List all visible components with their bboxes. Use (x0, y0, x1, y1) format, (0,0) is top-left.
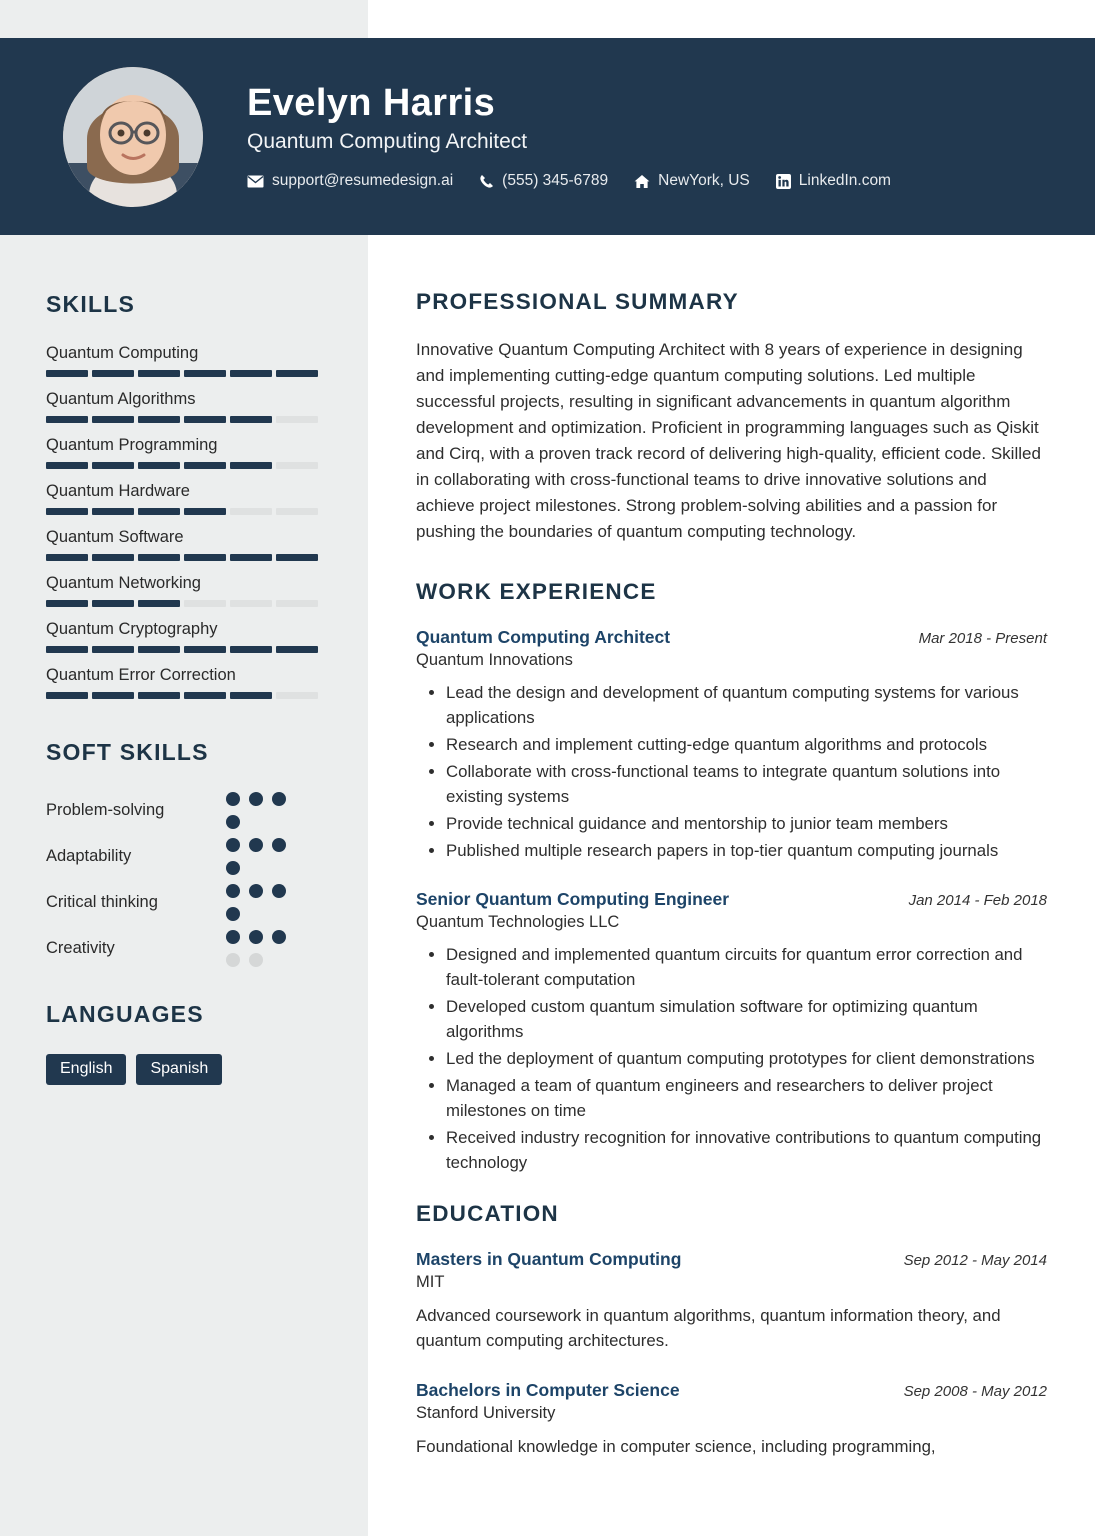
work-entry-title: Quantum Computing Architect (416, 627, 671, 647)
work-title: WORK EXPERIENCE (416, 579, 657, 604)
education-entry-title: Masters in Quantum Computing (416, 1249, 682, 1270)
education-entry-title: Bachelors in Computer Science (416, 1379, 680, 1400)
skill-item (46, 620, 318, 653)
list-item: • Managed a team of quantum engineers and researchers to deliver project milestones on time (446, 1073, 1047, 1123)
skill-label: Quantum Cryptography (46, 620, 218, 638)
skill-label: Quantum Networking (46, 574, 201, 592)
skill-bar-segment (230, 462, 272, 469)
work-entry-title: Senior Quantum Computing Engineer (416, 889, 730, 910)
entry-header (416, 1249, 1047, 1270)
rating-dot (249, 930, 263, 944)
home-icon (634, 174, 650, 189)
soft-skill-rating (226, 838, 300, 875)
skill-bar-segment (92, 508, 134, 515)
skill-bar-segment (138, 554, 180, 561)
skill-bar-segment (138, 462, 180, 469)
skill-bar-segment (46, 508, 88, 515)
rating-dot (226, 792, 240, 806)
work-entry-organization: Quantum Innovations (416, 651, 573, 669)
skill-bar-segment (276, 462, 318, 469)
work-entry-bullets (416, 680, 1047, 863)
languages-title: LANGUAGES (46, 1001, 204, 1027)
education-entry-institution: MIT (416, 1273, 445, 1292)
list-item: • Designed and implemented quantum circuits for quantum error correction and fault-tolerant computation (446, 942, 1047, 992)
soft-skill-label: Creativity (46, 939, 115, 957)
skill-item (46, 436, 318, 469)
skill-bar-segment (46, 600, 88, 607)
skill-bar-segment (276, 416, 318, 423)
skill-bar-segment (46, 692, 88, 699)
contact-phone-text: (555) 345-6789 (502, 172, 609, 190)
skill-label: Quantum Programming (46, 436, 218, 454)
skill-bar-segment (92, 462, 134, 469)
skill-item (46, 574, 318, 607)
skill-bar-segment (230, 646, 272, 653)
skill-item (46, 482, 318, 515)
languages-section (46, 1001, 318, 1085)
rating-dot (226, 884, 240, 898)
contact-phone[interactable] (479, 172, 608, 190)
rating-dot (226, 861, 240, 875)
list-item: • Led the deployment of quantum computing prototypes for client demonstrations (446, 1046, 1047, 1071)
entry-header (416, 889, 1047, 910)
rating-dot (226, 815, 240, 829)
soft-skill-item (46, 838, 318, 875)
education-entry-description: Foundational knowledge in computer science, including programming, (416, 1436, 936, 1456)
skill-bar-segment (230, 600, 272, 607)
skill-bar-segment (46, 370, 88, 377)
skill-bar-segment (92, 554, 134, 561)
skill-bar-segment (184, 370, 226, 377)
skill-item (46, 390, 318, 423)
job-title: Quantum Computing Architect (247, 130, 528, 154)
skill-bar-segment (184, 692, 226, 699)
rating-dot (226, 930, 240, 944)
list-item: • Developed custom quantum simulation software for optimizing quantum algorithms (446, 994, 1047, 1044)
sidebar (0, 235, 368, 1159)
rating-dot (249, 953, 263, 967)
skill-bar-segment (184, 462, 226, 469)
work-entry-organization: Quantum Technologies LLC (416, 913, 620, 932)
skill-label: Quantum Hardware (46, 482, 190, 500)
skill-item (46, 528, 318, 561)
skill-bar-segment (276, 646, 318, 653)
rating-dot (226, 838, 240, 852)
soft-skill-label: Adaptability (46, 847, 132, 865)
skill-label: Quantum Error Correction (46, 666, 236, 684)
education-entry-institution: Stanford University (416, 1403, 556, 1422)
skill-level-bar (46, 692, 318, 699)
rating-dot (272, 930, 286, 944)
skill-bar-segment (92, 646, 134, 653)
education-entry-description: Advanced coursework in quantum algorithms, quantum information theory, and quantum computing architectures. (416, 1306, 1001, 1351)
contact-location[interactable] (634, 172, 750, 190)
rating-dot (226, 907, 240, 921)
skill-bar-segment (138, 600, 180, 607)
rating-dot (249, 792, 263, 806)
work-entry (416, 627, 1047, 863)
skill-bar-segment (276, 508, 318, 515)
soft-skill-rating (226, 930, 300, 967)
skill-bar-segment (92, 416, 134, 423)
rating-dot (249, 838, 263, 852)
education-section (416, 1201, 1047, 1459)
skill-bar-segment (138, 370, 180, 377)
skill-bar-segment (46, 416, 88, 423)
skill-level-bar (46, 646, 318, 653)
list-item: • Published multiple research papers in top-tier quantum computing journals (446, 838, 1047, 863)
education-title: EDUCATION (416, 1201, 559, 1227)
contact-linkedin[interactable] (776, 172, 891, 190)
entry-header (416, 627, 1047, 648)
summary-section (416, 289, 1047, 545)
skill-label: Quantum Computing (46, 344, 199, 362)
skill-bar-segment (46, 554, 88, 561)
education-entry (416, 1249, 1047, 1353)
soft-skills-title: SOFT SKILLS (46, 739, 209, 765)
skill-bar-segment (138, 508, 180, 515)
contact-row (247, 172, 891, 190)
skill-level-bar (46, 416, 318, 423)
rating-dot (272, 884, 286, 898)
skill-bar-segment (276, 554, 318, 561)
rating-dot (249, 884, 263, 898)
summary-text: Innovative Quantum Computing Architect with 8 years of experience in designing and implementing cutting-edge quantum computing solutions. Led multiple successful projects, resulting in significant advancements in quantum algorithm development and optimization. Proficient in programming languages such as Qiskit and Cirq, with a proven track record of delivering high-quality, efficient code. Skilled in collaborating with cross-functional teams to drive innovative solutions and achieve project milestones. Strong problem-solving abilities and a passion for pushing the boundaries of quantum computing technology. (416, 340, 1041, 541)
skill-bar-segment (276, 600, 318, 607)
soft-skill-item (46, 930, 318, 967)
soft-skill-label: Critical thinking (46, 893, 158, 911)
skill-level-bar (46, 508, 318, 515)
list-item: • Collaborate with cross-functional teams to integrate quantum solutions into existing systems (446, 759, 1047, 809)
page-title: Evelyn Harris (247, 81, 496, 124)
list-item: • Lead the design and development of quantum computing systems for various applications (446, 680, 1047, 730)
skill-bar-segment (138, 692, 180, 699)
list-item: • Provide technical guidance and mentorship to junior team members (446, 811, 1047, 836)
list-item: • Research and implement cutting-edge quantum algorithms and protocols (446, 732, 1047, 757)
skill-bar-segment (276, 692, 318, 699)
skill-bar-segment (276, 370, 318, 377)
skill-bar-segment (230, 554, 272, 561)
skill-bar-segment (92, 600, 134, 607)
skills-section (46, 291, 318, 699)
skills-title: SKILLS (46, 291, 135, 317)
work-entry-date: Mar 2018 - Present (918, 630, 1047, 647)
skill-label: Quantum Software (46, 528, 184, 546)
rating-dot (272, 792, 286, 806)
education-entry (416, 1380, 1047, 1459)
skill-bar-segment (138, 646, 180, 653)
main-content (368, 235, 1095, 1525)
skill-bar-segment (230, 508, 272, 515)
contact-email[interactable] (247, 172, 453, 190)
skill-bar-segment (230, 370, 272, 377)
soft-skill-item (46, 792, 318, 829)
soft-skill-item (46, 884, 318, 921)
work-section (416, 579, 1047, 1175)
skill-level-bar (46, 370, 318, 377)
phone-icon (479, 174, 494, 189)
skill-bar-segment (230, 416, 272, 423)
skill-bar-segment (184, 646, 226, 653)
entry-header (416, 1380, 1047, 1401)
linkedin-icon (776, 174, 791, 189)
soft-skill-rating (226, 792, 300, 829)
skill-level-bar (46, 600, 318, 607)
soft-skill-rating (226, 884, 300, 921)
contact-linkedin-text: LinkedIn.com (798, 172, 891, 190)
education-entry-date: Sep 2008 - May 2012 (903, 1382, 1047, 1400)
skill-bar-segment (230, 692, 272, 699)
skill-bar-segment (92, 370, 134, 377)
skill-bar-segment (46, 646, 88, 653)
skill-bar-segment (184, 508, 226, 515)
work-entry-bullets (416, 942, 1047, 1175)
skill-bar-segment (92, 692, 134, 699)
summary-title: PROFESSIONAL SUMMARY (416, 289, 739, 314)
language-chip: Spanish (136, 1054, 222, 1085)
work-entry-date: Jan 2014 - Feb 2018 (908, 892, 1047, 910)
skill-bar-segment (46, 462, 88, 469)
resume-header (0, 38, 1095, 235)
work-entry (416, 889, 1047, 1175)
skill-item (46, 666, 318, 699)
avatar (63, 67, 203, 207)
skill-level-bar (46, 462, 318, 469)
skill-label: Quantum Algorithms (46, 390, 196, 408)
rating-dot (272, 838, 286, 852)
skill-bar-segment (184, 554, 226, 561)
contact-location-text: NewYork, US (658, 172, 750, 190)
rating-dot (226, 953, 240, 967)
skill-bar-segment (184, 416, 226, 423)
soft-skills-section (46, 739, 318, 967)
education-entry-date: Sep 2012 - May 2014 (903, 1252, 1047, 1270)
envelope-icon (247, 175, 264, 188)
skill-bar-segment (184, 600, 226, 607)
skill-level-bar (46, 554, 318, 561)
skill-bar-segment (138, 416, 180, 423)
soft-skill-label: Problem-solving (46, 801, 165, 819)
language-chip: English (46, 1054, 126, 1085)
list-item: • Received industry recognition for innovative contributions to quantum computing technology (446, 1125, 1047, 1175)
skill-item (46, 344, 318, 377)
contact-email-text: support@resumedesign.ai (272, 172, 454, 190)
